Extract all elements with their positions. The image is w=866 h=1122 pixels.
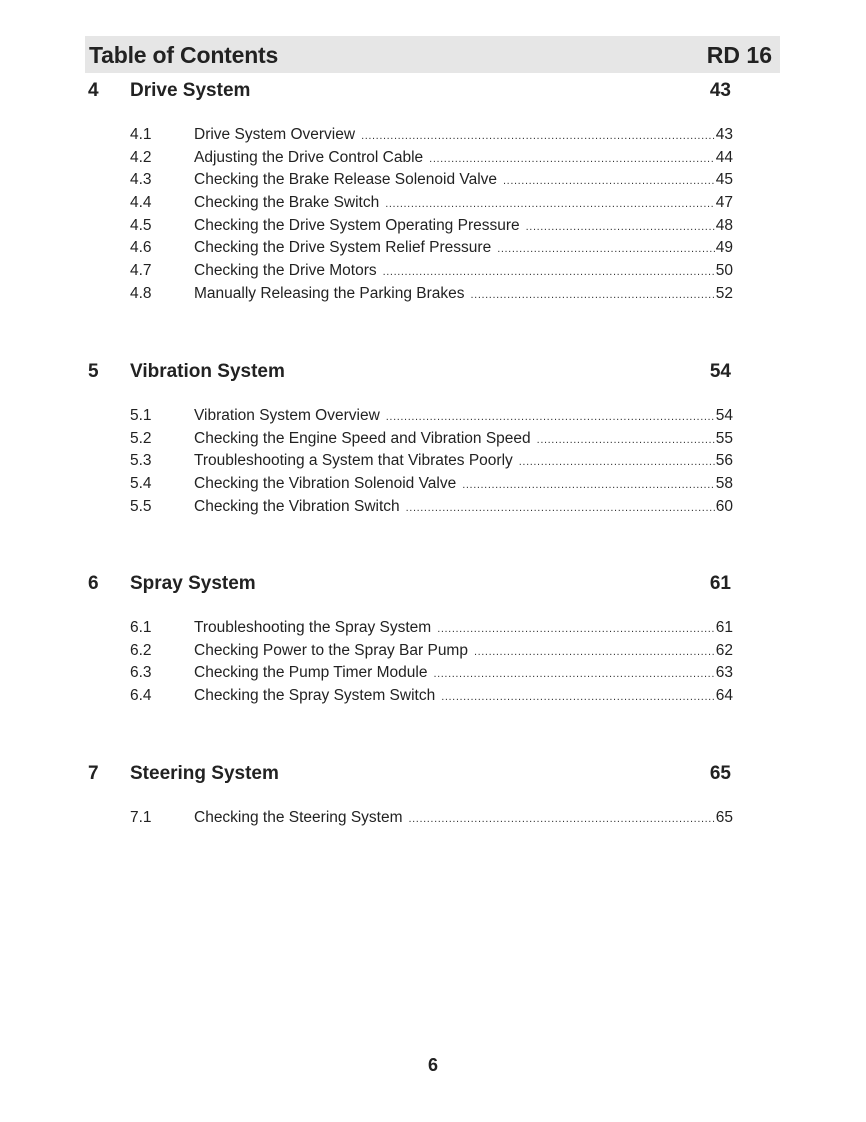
entry-number: 5.4 [130,475,152,493]
dot-leader [429,148,715,171]
chapter-page: 54 [709,361,731,382]
entry-title: Checking the Spray System Switch [194,687,436,705]
entry-title: Troubleshooting a System that Vibrates Poorly [194,452,513,470]
dot-leader [519,451,715,474]
dot-leader [437,618,715,641]
chapter-section [88,763,733,830]
entry-page: 49 [715,239,733,257]
toc-entry[interactable] [88,640,733,663]
dot-leader [497,238,715,261]
dot-leader [441,686,715,709]
entry-title: Vibration System Overview [194,407,380,424]
toc-entry[interactable] [88,496,733,519]
dot-leader [385,193,715,216]
entry-number: 6.1 [130,619,152,636]
entry-number: 4.3 [130,171,152,189]
entry-number: 6.2 [130,641,152,659]
chapter-title: Steering System [130,763,279,784]
chapter-heading[interactable] [88,80,733,106]
toc-header-bar [85,36,780,73]
entry-number: 6.3 [130,664,152,682]
entry-number: 4.7 [130,262,152,280]
chapter-section [88,361,733,518]
entry-title: Checking the Vibration Switch [194,497,400,515]
entry-number: 4.8 [130,284,152,302]
toc-title: Table of Contents [89,42,279,68]
entry-page: 50 [715,262,733,280]
entry-title: Checking the Steering System [194,809,403,826]
entry-page: 58 [715,475,733,493]
entry-number: 5.5 [130,497,152,515]
entry-page: 44 [715,148,733,166]
chapter-page: 65 [709,763,731,784]
dot-leader [383,261,715,284]
entry-page: 62 [715,641,733,659]
entry-page: 45 [715,171,733,189]
chapter-section [88,80,733,306]
entry-title: Manually Releasing the Parking Brakes [194,284,465,302]
chapter-title: Vibration System [130,361,285,382]
entry-number: 4.2 [130,148,152,166]
chapter-number: 7 [88,763,99,784]
toc-entry[interactable] [88,260,733,283]
entry-title: Drive System Overview [194,126,356,143]
entry-number: 4.4 [130,194,152,212]
chapter-page: 61 [709,573,731,594]
dot-leader [526,216,715,239]
entry-number: 4.1 [130,126,152,143]
page-number: 6 [427,1055,438,1075]
entry-list [88,807,733,830]
toc-entry[interactable] [88,662,733,685]
entry-list [88,617,733,708]
dot-leader [462,474,715,497]
toc-entry[interactable] [88,237,733,260]
entry-number: 4.5 [130,216,152,234]
entry-list [88,124,733,306]
toc-entry[interactable] [88,283,733,306]
entry-title: Checking Power to the Spray Bar Pump [194,641,468,659]
entry-page: 56 [715,452,733,470]
entry-page: 54 [715,407,733,424]
chapter-heading[interactable] [88,573,733,599]
chapter-page: 43 [709,80,731,101]
toc-entry[interactable] [88,685,733,708]
dot-leader [537,429,715,452]
toc-entry[interactable] [88,450,733,473]
chapter-number: 5 [88,361,99,382]
toc-entry[interactable] [88,124,733,147]
entry-title: Checking the Drive System Relief Pressure [194,239,492,257]
toc-entry[interactable] [88,192,733,215]
toc-entry[interactable] [88,428,733,451]
entry-title: Checking the Drive System Operating Pressure [194,216,520,234]
entry-number: 5.1 [130,407,152,424]
dot-leader [433,663,714,686]
chapter-number: 4 [88,80,99,101]
entry-title: Checking the Pump Timer Module [194,664,428,682]
toc-entry[interactable] [88,169,733,192]
toc-entry[interactable] [88,405,733,428]
entry-page: 48 [715,216,733,234]
dot-leader [503,170,715,193]
entry-number: 6.4 [130,687,152,705]
entry-page: 61 [715,619,733,636]
entry-number: 7.1 [130,809,152,826]
dot-leader [361,125,715,148]
toc-entry[interactable] [88,617,733,640]
chapter-title: Spray System [130,573,256,594]
entry-page: 64 [715,687,733,705]
entry-title: Adjusting the Drive Control Cable [194,148,424,166]
entry-title: Checking the Brake Release Solenoid Valve [194,171,498,189]
toc-entry[interactable] [88,807,733,830]
entry-page: 47 [715,194,733,212]
entry-page: 52 [715,284,733,302]
entry-title: Checking the Brake Switch [194,194,380,212]
toc-entry[interactable] [88,473,733,496]
document-code: RD 16 [706,42,772,68]
entry-title: Checking the Vibration Solenoid Valve [194,475,457,493]
toc-entry[interactable] [88,147,733,170]
entry-page: 63 [715,664,733,682]
entry-number: 5.2 [130,429,152,447]
dot-leader [471,284,715,307]
entry-page: 55 [715,429,733,447]
toc-entry[interactable] [88,215,733,238]
chapter-section [88,573,733,708]
entry-list [88,405,733,518]
entry-number: 5.3 [130,452,152,470]
entry-page: 60 [715,497,733,515]
dot-leader [406,497,715,520]
entry-title: Troubleshooting the Spray System [194,619,432,636]
entry-title: Checking the Engine Speed and Vibration Speed [194,429,531,447]
chapter-number: 6 [88,573,99,594]
chapter-heading[interactable] [88,361,733,387]
entry-title: Checking the Drive Motors [194,262,377,280]
entry-page: 65 [715,809,733,826]
dot-leader [474,641,715,664]
entry-page: 43 [715,126,733,143]
entry-number: 4.6 [130,239,152,257]
dot-leader [386,406,715,429]
dot-leader [409,808,715,831]
chapter-title: Drive System [130,80,251,101]
chapter-heading[interactable] [88,763,733,789]
